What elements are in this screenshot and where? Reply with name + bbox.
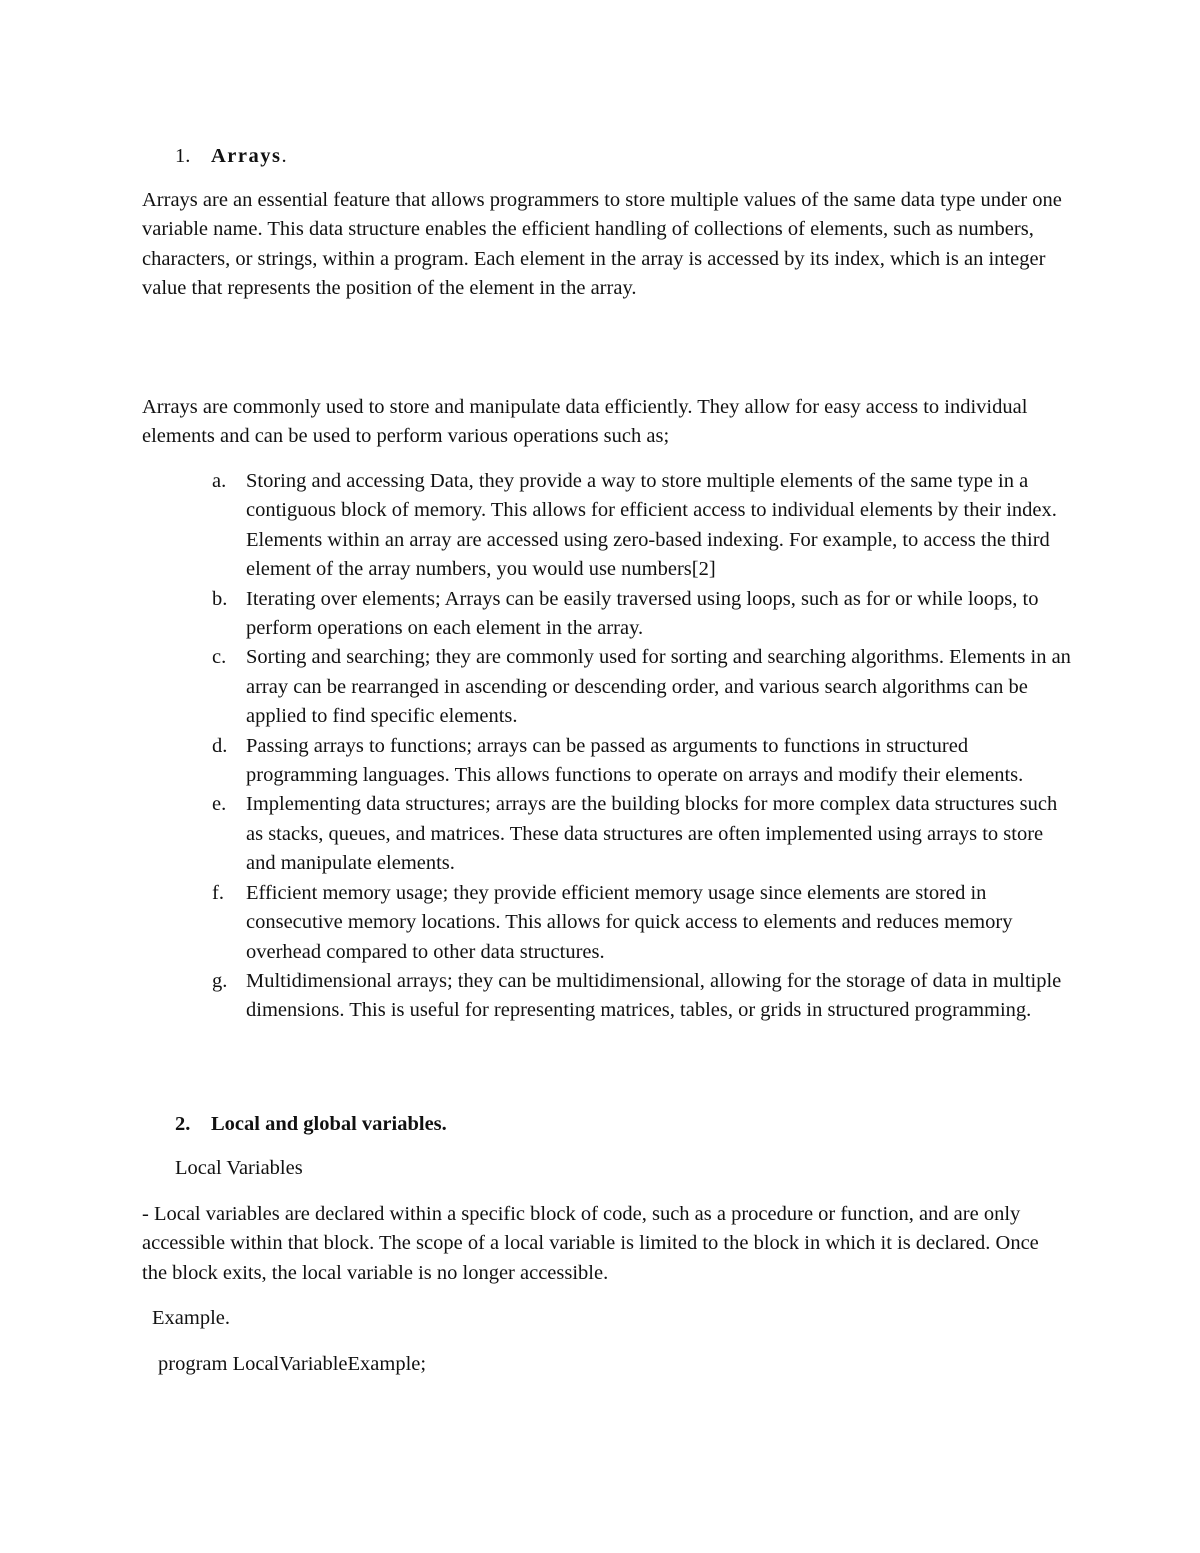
arrays-intro-paragraph: Arrays are an essential feature that allows programmers to store multiple values of the same data type under one variable name. This data structure enables the efficient handling of collections of elements, such as numbers, characters, or strings, within a program. Each element in the array is accessed by its index, which is an integer value that represents the position of the element in the array. xyxy=(142,189,1062,300)
list-item-text: Iterating over elements; Arrays can be easily traversed using loops, such as for or while loops, to perform operations on each element in the array. xyxy=(246,587,1039,640)
section-title-suffix: . xyxy=(281,145,287,167)
code-line: program LocalVariableExample; xyxy=(158,1353,427,1375)
list-marker: g. xyxy=(212,969,228,992)
section-heading-variables xyxy=(175,1110,447,1139)
section-number: 2. xyxy=(175,1113,191,1135)
list-marker: a. xyxy=(212,470,227,492)
list-item-text: Efficient memory usage; they provide efficient memory usage since elements are stored in consecutive memory locations. This allows for quick access to elements and reduces memory overhead compared to other data structures. xyxy=(246,881,1013,963)
example-label: Example. xyxy=(152,1307,230,1329)
list-marker: d. xyxy=(212,734,228,757)
section-title: Local and global variables. xyxy=(211,1113,447,1135)
list-marker: c. xyxy=(212,646,227,669)
list-item xyxy=(0,879,1071,967)
list-marker: e. xyxy=(212,793,227,816)
list-item xyxy=(0,643,1071,731)
list-item xyxy=(0,585,1071,644)
local-variables-label: Local Variables xyxy=(175,1157,303,1179)
list-item-text: Implementing data structures; arrays are the building blocks for more complex data structures such as stacks, queues, and matrices. These data structures are often implemented using arrays to store and manipulate elements. xyxy=(246,793,1058,875)
list-marker: f. xyxy=(212,881,224,904)
arrays-operations-list xyxy=(0,467,1200,1026)
section-heading-arrays xyxy=(175,142,287,171)
list-item-text: Sorting and searching; they are commonly used for sorting and searching algorithms. Elements in an array can be rearranged in ascending or descending order, and various search algorithms can be applied to find specific elements. xyxy=(246,646,1071,728)
list-marker: b. xyxy=(212,587,228,610)
arrays-usage-paragraph: Arrays are commonly used to store and manipulate data efficiently. They allow for easy access to individual elements and can be used to perform various operations such as; xyxy=(142,396,1028,448)
list-item-text: Storing and accessing Data, they provide a way to store multiple elements of the same type in a contiguous block of memory. This allows for efficient access to individual elements by their index. Elements within an array are accessed using zero-based indexing. For example, to access the third element of the array numbers, you would use numbers[2] xyxy=(246,470,1057,581)
list-item xyxy=(0,790,1071,878)
local-variables-paragraph: - Local variables are declared within a specific block of code, such as a procedure or function, and are only accessible within that block. The scope of a local variable is limited to the block in which it is declared. Once the block exits, the local variable is no longer accessible. xyxy=(142,1203,1039,1284)
section-number: 1. xyxy=(175,145,191,167)
list-item xyxy=(0,732,1071,791)
section-title: Arrays xyxy=(211,145,282,167)
list-item xyxy=(0,467,1071,585)
list-item xyxy=(0,967,1071,1026)
list-item-text: Passing arrays to functions; arrays can be passed as arguments to functions in structured programming languages. This allows functions to operate on arrays and modify their elements. xyxy=(246,734,1024,787)
list-item-text: Multidimensional arrays; they can be multidimensional, allowing for the storage of data in multiple dimensions. This is useful for representing matrices, tables, or grids in structured programming. xyxy=(246,969,1062,1022)
